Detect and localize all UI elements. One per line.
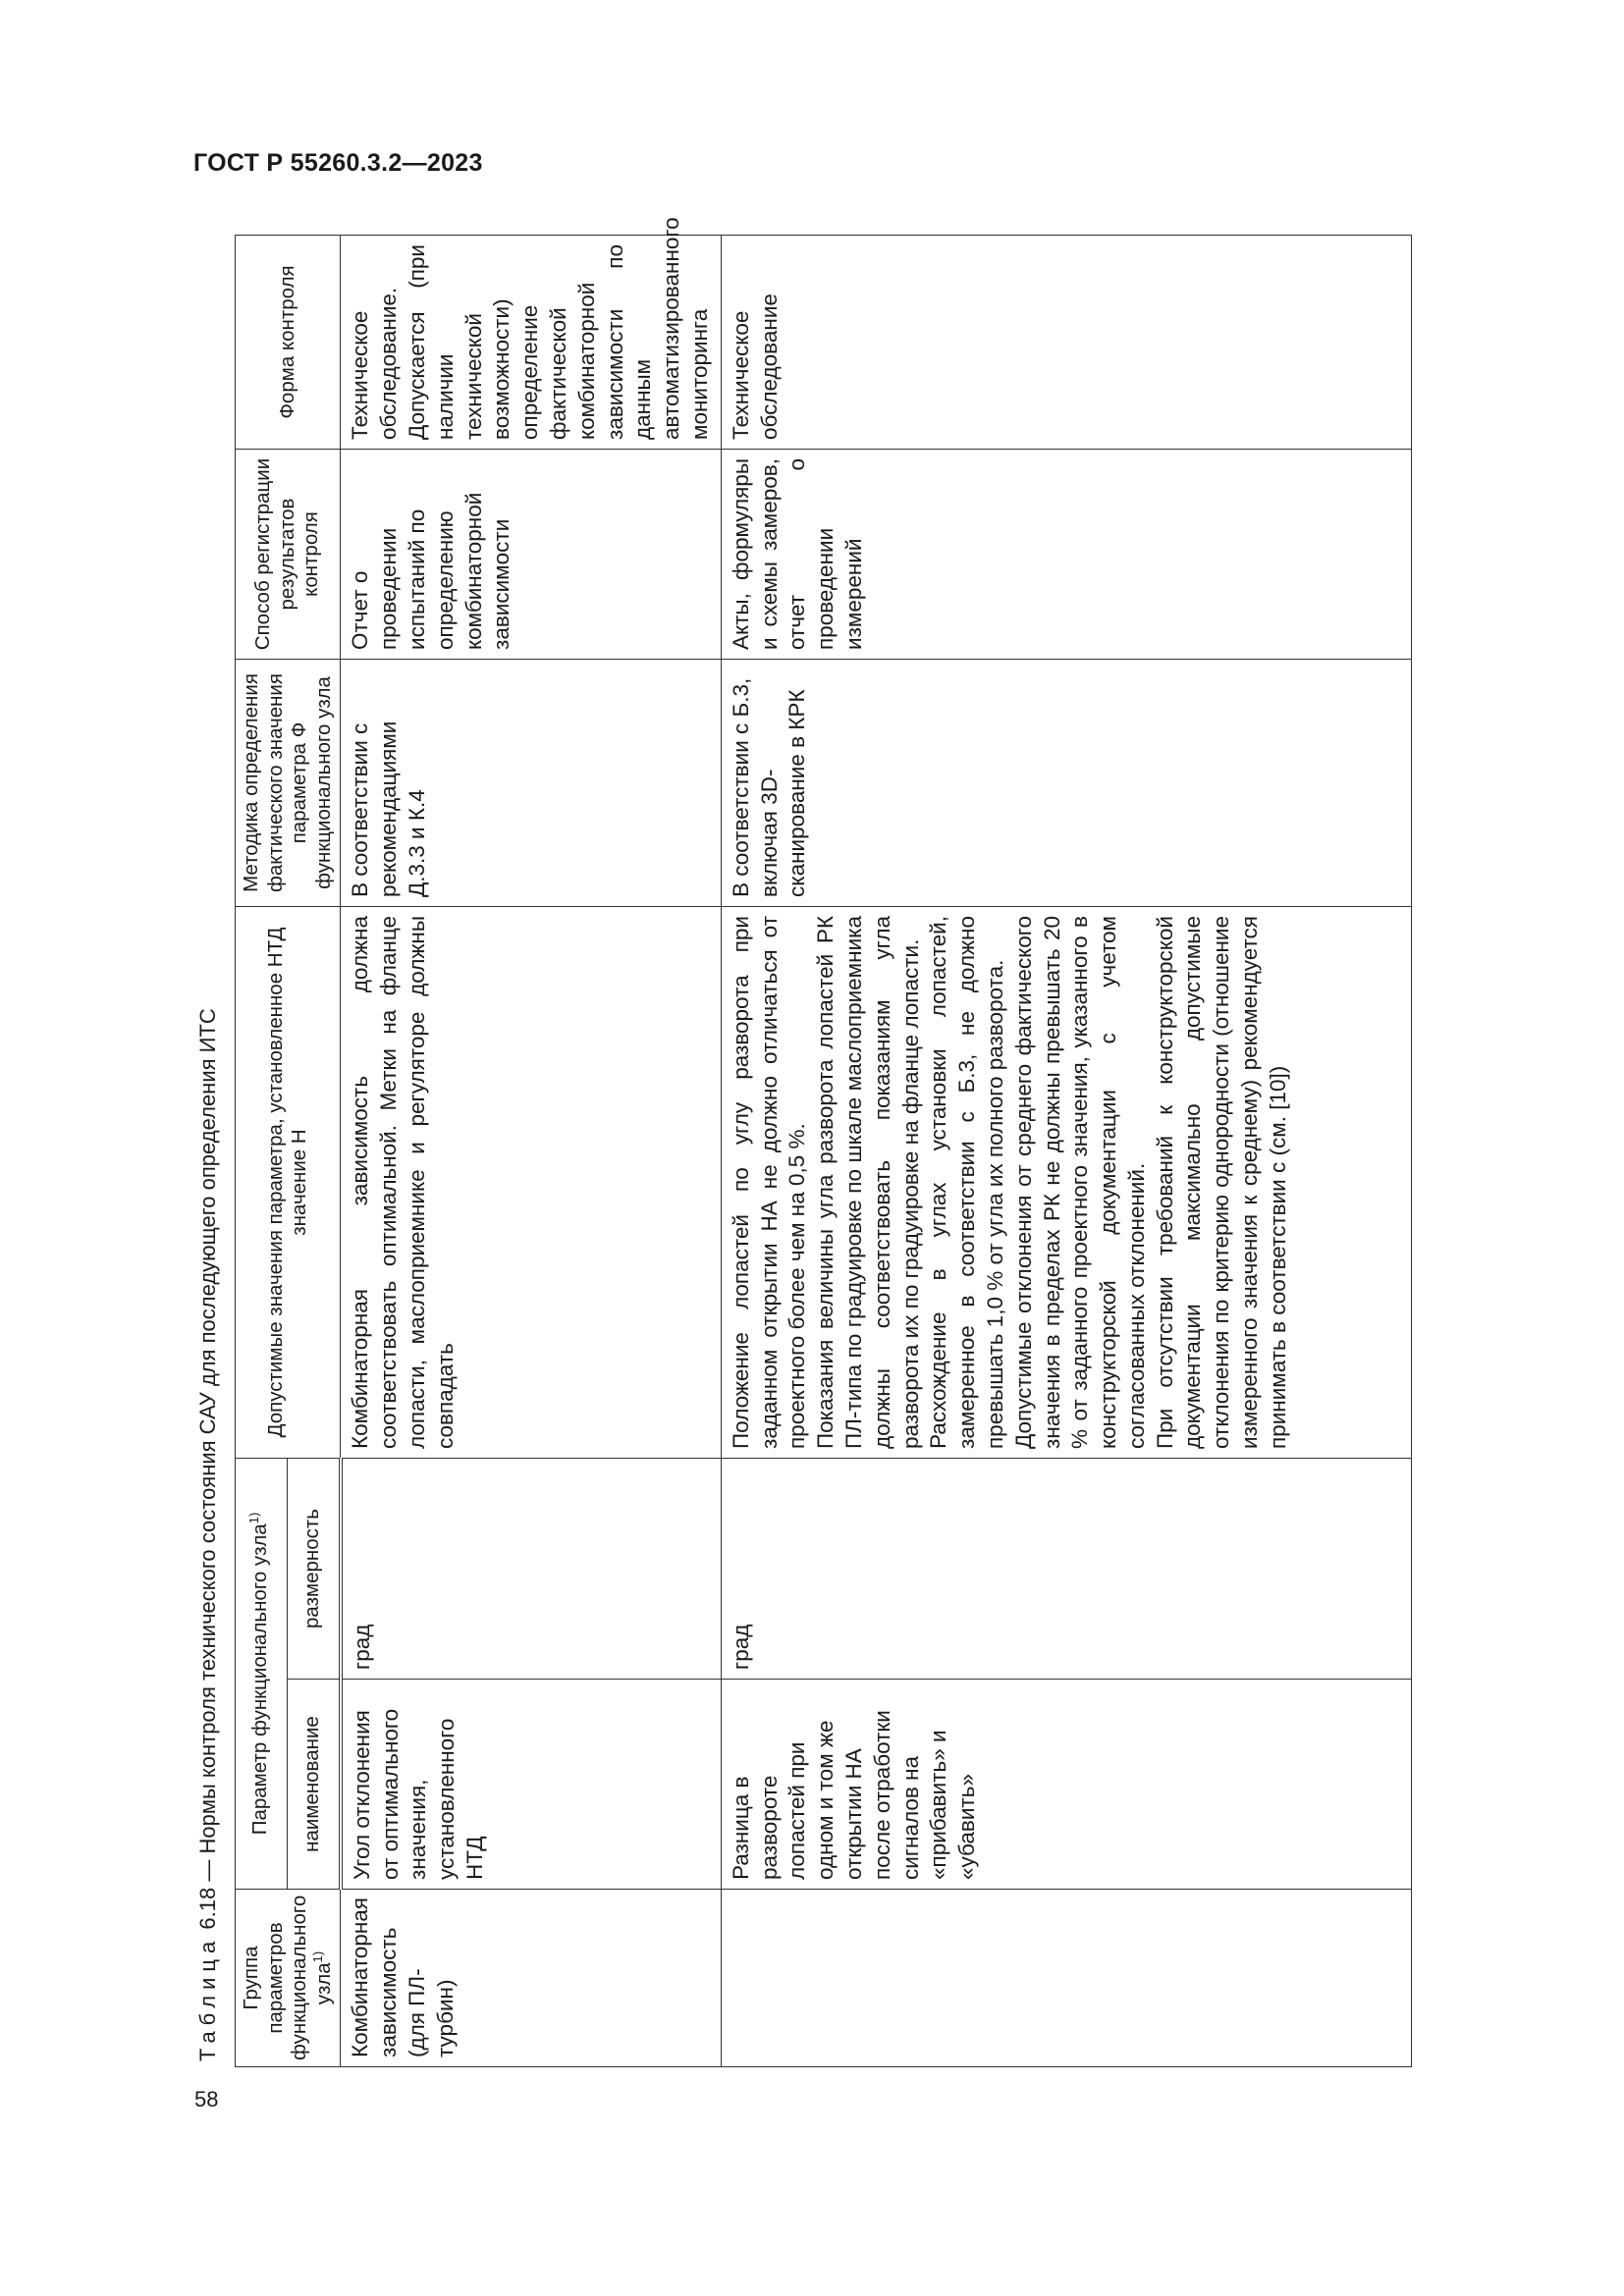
page-number: 58 (194, 2087, 219, 2111)
header-registration: Способ регистрации результатов контроля (236, 450, 341, 660)
table-caption (191, 1008, 225, 2061)
header-unit: размерность (287, 1459, 341, 1680)
caption-text: — Нормы контроля технического состояния САУ для последующего определения ИТС (195, 1008, 220, 1882)
cell-allowed (721, 907, 1411, 1459)
cell-unit: град (341, 1459, 721, 1680)
header-param: Параметр функционального узла$^{1)}$ (236, 1459, 288, 1890)
caption-number: 6.18 (195, 1887, 220, 1930)
table-row (341, 236, 721, 2067)
cell-form: Техническое обследование (721, 236, 1411, 450)
allowed-paragraph: Допустимые отклонения от среднего фактического значения в пределах РК не должны превышать 20 % от заданного проектного значения, указанного в конструкторской документации с учетом согласованных отклонений. (1010, 916, 1149, 1449)
allowed-paragraph: При отсутствии требований к конструкторской документации максимально допустимые отклонения по критерию однородности (отношение измеренного значения к среднему) рекомендуется принимать в соответствии с (см. [10]) (1152, 916, 1290, 1449)
cell-group (721, 1890, 1411, 2067)
cell-allowed: Комбинаторная зависимость должна соответствовать оптимальной. Метки на фланце лопасти, маслоприемнике и регуляторе должны совпадать (341, 907, 721, 1459)
standard-header: ГОСТ Р 55260.3.2—2023 (193, 149, 483, 177)
cell-name: Угол отклонения от оптимального значения, установленного НТД (341, 1680, 721, 1890)
cell-method: В соответствии с рекомендациями Д.3.3 и К.4 (341, 660, 721, 907)
cell-registration: Отчет о проведении испытаний по определению комбинаторной зависимости (341, 450, 721, 660)
norms-table (235, 217, 1412, 2067)
allowed-paragraph: Положение лопастей по углу разворота при заданном открытии НА не должно отличаться от проектного более чем на 0,5 %. (728, 916, 810, 1449)
caption-prefix: Таблица (195, 1935, 220, 2061)
cell-name: Разница в развороте лопастей при одном и том же открытии НА после отработки сигналов на «прибавить» и «убавить» (721, 1680, 1411, 1890)
cell-form: Техническое обследование. Допускается (при наличии технической возможности) определение фактической комбинаторной зависимости по данным автоматизированного мониторинга (341, 236, 721, 450)
rotated-table-block (191, 217, 1497, 2067)
cell-group: Комбинаторная зависимость (для ПЛ-турбин) (341, 1890, 721, 2067)
header-form: Форма контроля (236, 236, 341, 450)
header-group: Группа параметров функционального узла$^{1)}$ (236, 1890, 341, 2067)
header-name: наименование (287, 1680, 341, 1890)
header-allowed: Допустимые значения параметра, установленное НТД значение Н (236, 907, 341, 1459)
allowed-paragraph: Расхождение в углах установки лопастей, замеренное в соответствии с Б.3, не должно превышать 1,0 % от угла их полного разворота. (926, 916, 1007, 1449)
cell-method: В соответствии с Б.3, включая 3D-сканирование в КРК (721, 660, 1411, 907)
cell-registration: Акты, формуляры и схемы замеров, отчет о проведении измерений (721, 450, 1411, 660)
table-row (721, 236, 1411, 2067)
header-method: Методика определения фактического значения параметра Ф функционального узла (236, 660, 341, 907)
allowed-paragraph: Показания величины угла разворота лопастей РК ПЛ-типа по градуировке по шкале маслоприемника должны соответствовать показаниям угла разворота их по градуировке на фланце лопасти. (813, 916, 923, 1449)
cell-unit: град (721, 1459, 1411, 1680)
